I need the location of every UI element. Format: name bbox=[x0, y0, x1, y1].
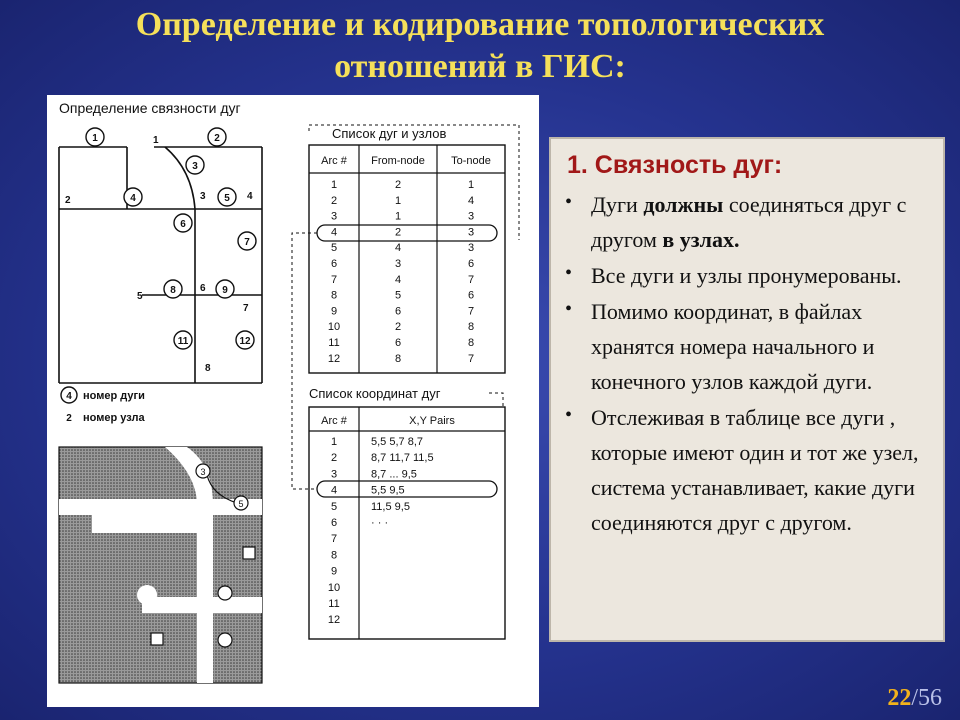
arc-table-cell: 4 bbox=[330, 226, 338, 239]
legend-node-text: номер узла bbox=[83, 412, 145, 424]
node-label-4: 4 bbox=[247, 191, 253, 202]
bullet-item bbox=[565, 294, 935, 399]
node-label-5: 5 bbox=[137, 291, 143, 302]
node-label-2: 2 bbox=[65, 195, 71, 206]
coord-table-arc: 3 bbox=[330, 468, 338, 481]
arc-table-cell: 8 bbox=[467, 337, 475, 349]
coord-table-arc: 10 bbox=[327, 581, 341, 594]
arc-table-cell: 7 bbox=[467, 273, 475, 286]
arc-table-cell: 3 bbox=[467, 226, 475, 239]
arc-table-cell: 1 bbox=[330, 179, 338, 191]
topology-figure bbox=[47, 95, 539, 707]
coord-table-header: Arc # bbox=[321, 415, 347, 427]
page-current: 22 bbox=[887, 685, 912, 711]
arc-table-cell: 2 bbox=[394, 321, 402, 334]
arc-table-cell: 10 bbox=[327, 321, 341, 334]
bullet-item bbox=[565, 258, 935, 293]
coord-table-arc: 5 bbox=[330, 500, 338, 513]
arc-label-11: 11 bbox=[177, 336, 189, 347]
coord-table-arc: 8 bbox=[330, 549, 338, 562]
bullet-list bbox=[565, 187, 935, 541]
coord-table-pairs: 5,5 5,7 8,7 bbox=[371, 436, 423, 448]
legend-arc-example: 4 bbox=[66, 391, 72, 402]
arc-table-cell: 6 bbox=[467, 258, 475, 270]
arc-table-cell: 4 bbox=[467, 194, 475, 207]
arc-table-cell: 3 bbox=[394, 258, 402, 270]
coord-table-arc: 7 bbox=[330, 533, 338, 546]
arc-table-cell: 5 bbox=[394, 289, 402, 302]
arc-table-cell: 8 bbox=[467, 321, 475, 334]
panel-heading: 1. Связность дуг: bbox=[567, 151, 783, 179]
arc-labels bbox=[86, 128, 256, 349]
coord-table-pairs: 8,7 ... 9,5 bbox=[371, 468, 417, 481]
coord-table-arc: 9 bbox=[330, 565, 338, 578]
arc-node-table bbox=[309, 125, 519, 373]
map-legend bbox=[61, 387, 146, 424]
arc-table-header: From-node bbox=[371, 155, 425, 167]
arc-table-cell: 1 bbox=[394, 194, 402, 207]
arc-table-cell: 1 bbox=[467, 179, 475, 191]
arc-label-4: 4 bbox=[130, 193, 136, 204]
coord-table bbox=[309, 386, 505, 639]
arc-table-header: Arc # bbox=[321, 155, 347, 167]
coord-table-arc: 1 bbox=[330, 436, 338, 448]
arc-label-8: 8 bbox=[170, 285, 176, 296]
coord-table-header: X,Y Pairs bbox=[409, 415, 455, 427]
coord-table-pairs: 5,5 9,5 bbox=[371, 484, 405, 497]
node-label-7: 7 bbox=[243, 303, 249, 314]
arc-table-cell: 6 bbox=[467, 289, 475, 302]
arc-table-cell: 2 bbox=[394, 179, 402, 191]
legend-node-example: 2 bbox=[66, 413, 72, 424]
arc-table-cell: 3 bbox=[467, 242, 475, 255]
arc-label-2: 2 bbox=[214, 133, 220, 144]
figure-caption: Определение связности дуг bbox=[59, 100, 241, 116]
bullet-text: Все дуги и узлы пронумерованы. bbox=[591, 263, 902, 288]
slide-title bbox=[0, 4, 960, 88]
arc-table-cell: 7 bbox=[330, 273, 338, 286]
arc-table-cell: 12 bbox=[327, 352, 341, 365]
bullet-dot: • bbox=[565, 404, 573, 426]
arc-table-cell: 2 bbox=[394, 226, 402, 239]
coord-table-pairs: · · · bbox=[371, 517, 389, 529]
bullet-text: Помимо координат, в файлах хранятся номера начального и конечного узлов каждой дуги. bbox=[591, 299, 875, 394]
coord-table-arc: 6 bbox=[330, 517, 338, 529]
arc-table-cell: 8 bbox=[394, 352, 402, 365]
arc-table-cell: 7 bbox=[467, 352, 475, 365]
coord-table-arc: 4 bbox=[330, 484, 338, 497]
arc-label-9: 9 bbox=[222, 285, 228, 296]
page-number bbox=[887, 685, 942, 712]
arc-table-cell: 3 bbox=[467, 210, 475, 223]
arc-table-cell: 11 bbox=[328, 337, 340, 349]
bullet-text: Отслеживая в таблице все дуги , которые имеют один и тот же узел, система устанавливает, какие дуги соединяются друг с другом. bbox=[591, 405, 919, 535]
network-map bbox=[59, 147, 262, 383]
slide-title-line-2: отношений в ГИС: bbox=[334, 48, 626, 85]
arc-table-cell: 4 bbox=[394, 242, 402, 255]
bullet-text: Дуги bbox=[591, 192, 644, 217]
bullet-dot: • bbox=[565, 262, 573, 284]
arc-table-header: To-node bbox=[451, 155, 491, 167]
coord-table-pairs: 8,7 11,7 11,5 bbox=[371, 452, 434, 465]
node-label-3: 3 bbox=[200, 191, 206, 202]
aerial-map bbox=[59, 447, 262, 683]
arc-table-cell: 2 bbox=[330, 194, 338, 207]
coord-table-pairs: 11,5 9,5 bbox=[371, 500, 410, 513]
arc4-connector bbox=[292, 233, 317, 489]
arc-label-12: 12 bbox=[239, 336, 251, 347]
page-total: /56 bbox=[911, 685, 942, 711]
bullet-dot: • bbox=[565, 298, 573, 320]
coord-table-arc: 11 bbox=[328, 598, 340, 610]
arc-table-cell: 6 bbox=[394, 305, 402, 318]
arc-table-title: Список дуг и узлов bbox=[332, 126, 447, 141]
arc-table-cell: 3 bbox=[330, 210, 338, 223]
arc-table-cell: 1 bbox=[394, 210, 402, 223]
topology-diagram bbox=[47, 95, 539, 707]
arc-label-7: 7 bbox=[244, 237, 250, 248]
arc-label-1: 1 bbox=[92, 133, 98, 144]
coord-table-arc: 2 bbox=[330, 452, 338, 465]
node-label-1: 1 bbox=[153, 135, 159, 146]
arc-table-cell: 5 bbox=[330, 242, 338, 255]
legend-arc-text: номер дуги bbox=[83, 390, 145, 402]
arc-table-cell: 8 bbox=[330, 289, 338, 302]
arc-table-cell: 7 bbox=[467, 305, 475, 318]
node-labels bbox=[65, 135, 253, 374]
aerial-arc-5-label: 5 bbox=[238, 499, 244, 509]
aerial-arc-3-label: 3 bbox=[200, 467, 206, 477]
arc-label-3: 3 bbox=[192, 161, 198, 172]
slide-title-line-1: Определение и кодирование топологических bbox=[135, 6, 825, 43]
bullet-text: соединяться друг с другом bbox=[591, 192, 907, 252]
arc-table-cell: 6 bbox=[330, 258, 338, 270]
text-panel bbox=[549, 137, 945, 642]
arc-label-5: 5 bbox=[224, 193, 230, 204]
node-label-6: 6 bbox=[200, 283, 206, 294]
arc-table-cell: 4 bbox=[394, 273, 402, 286]
bullet-item bbox=[565, 187, 935, 257]
coord-table-title: Список координат дуг bbox=[309, 386, 441, 401]
arc-table-cell: 6 bbox=[394, 337, 402, 349]
bullet-text: в узлах. bbox=[662, 227, 740, 252]
bullet-text: должны bbox=[643, 192, 724, 217]
bullet-dot: • bbox=[565, 191, 573, 213]
arc-table-cell: 9 bbox=[330, 305, 338, 318]
bullet-item bbox=[565, 400, 935, 540]
node-label-8: 8 bbox=[205, 363, 211, 374]
coord-table-arc: 12 bbox=[327, 614, 341, 627]
arc-label-6: 6 bbox=[180, 219, 186, 230]
